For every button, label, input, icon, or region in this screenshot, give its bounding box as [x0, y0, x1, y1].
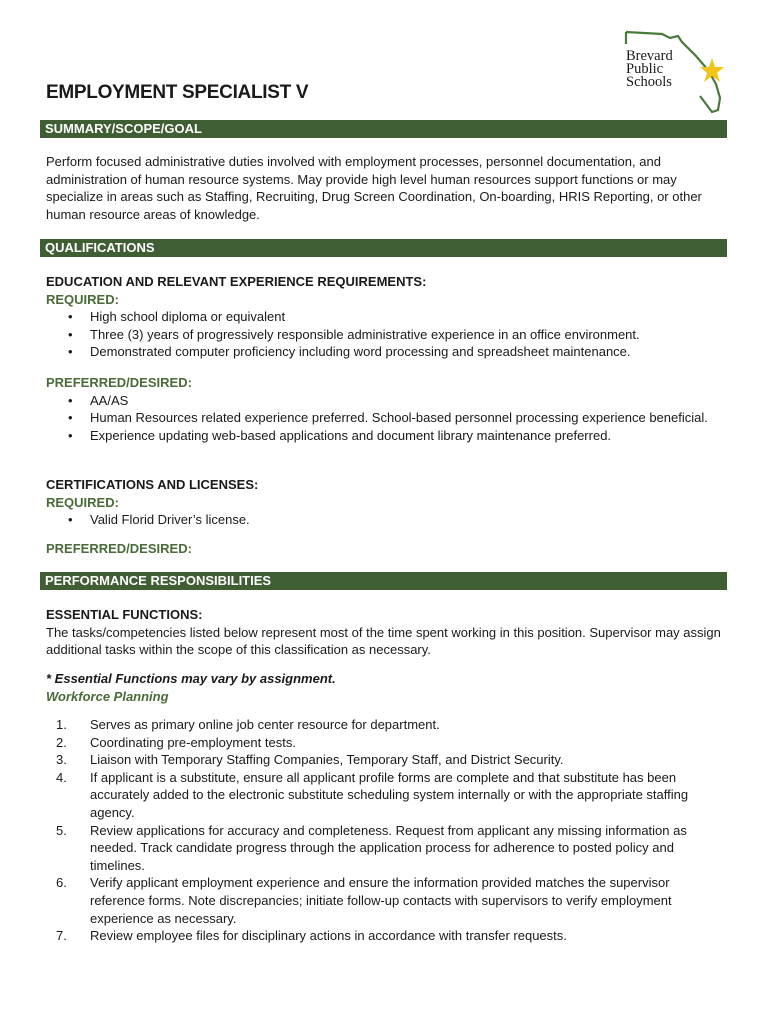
page-title: EMPLOYMENT SPECIALIST V [46, 82, 309, 103]
essential-intro: The tasks/competencies listed below represent most of the time spent working in this position. Supervisor may assign additional tasks within the scope of this classification as necessary. [46, 624, 721, 658]
list-item: 2. Coordinating pre-employment tests. [56, 734, 296, 750]
logo-text: Brevard Public Schools [626, 48, 673, 90]
list-item: 6. Verify applicant employment experience and ensure the information provided matches the supervisor reference forms. Note discrepancies; initiate follow-up contacts with supervisors to verify employment experience as necessary. [56, 875, 672, 926]
certifications-required-list [46, 511, 726, 529]
essential-block [46, 606, 726, 659]
list-item: 4. If applicant is a substitute, ensure all applicant profile forms are complete and that substitute has been accurately added to the electronic substitute scheduling system internally or with the appropriate staffing agency. [56, 769, 689, 820]
section-bar-summary: SUMMARY/SCOPE/GOAL [40, 120, 727, 138]
education-preferred-label: PREFERRED/DESIRED: [46, 375, 192, 390]
certifications-block [46, 476, 726, 529]
list-item: 1. Serves as primary online job center resource for department. [56, 717, 440, 732]
summary-text: Perform focused administrative duties involved with employment processes, personnel documentation, and administration of human resource systems. May provide high level human resources support functions or may specialize in areas such as Staffing, Recruiting, Drug Screen Coordination, On-boarding, HRIS Reporting, or other human resource areas of knowledge. [46, 154, 702, 222]
section-bar-performance: PERFORMANCE RESPONSIBILITIES [40, 572, 727, 590]
summary-block [46, 153, 726, 223]
essential-functions-list [46, 716, 726, 945]
certifications-required-label: REQUIRED: [46, 494, 119, 510]
essential-note: * Essential Functions may vary by assignment. [46, 671, 336, 686]
education-block [46, 273, 726, 361]
education-heading: EDUCATION AND RELEVANT EXPERIENCE REQUIREMENTS: [46, 274, 427, 289]
list-item: 7. Review employee files for disciplinary actions in accordance with transfer requests. [56, 928, 567, 944]
list-item: • Human Resources related experience preferred. School-based personnel processing experience beneficial. [46, 409, 726, 427]
list-item: • AA/AS [46, 392, 726, 410]
list-item: 3. Liaison with Temporary Staffing Companies, Temporary Staff, and District Security. [56, 752, 564, 768]
education-preferred-block [46, 374, 726, 444]
list-item: • Valid Florid Driver’s license. [46, 511, 726, 529]
certifications-heading: CERTIFICATIONS AND LICENSES: [46, 477, 259, 492]
essential-functions-list-block [46, 716, 726, 945]
certifications-preferred-block [46, 540, 726, 558]
list-item: • Three (3) years of progressively responsible administrative experience in an office environment. [46, 326, 726, 344]
essential-heading: ESSENTIAL FUNCTIONS: [46, 607, 203, 622]
list-item: 5. Review applications for accuracy and completeness. Request from applicant any missing information as needed. Track candidate progress through the application process for adherence to posted policy and timelines. [56, 822, 687, 873]
workforce-planning-heading: Workforce Planning [46, 688, 169, 704]
certifications-preferred-label: PREFERRED/DESIRED: [46, 541, 192, 556]
list-item: • Demonstrated computer proficiency including word processing and spreadsheet maintenance. [46, 343, 726, 361]
education-required-label: REQUIRED: [46, 291, 119, 307]
brevard-public-schools-logo [612, 26, 734, 116]
education-preferred-list [46, 392, 726, 445]
section-bar-qualifications: QUALIFICATIONS [40, 239, 727, 257]
essential-note-block [46, 670, 726, 705]
education-required-list [46, 308, 726, 361]
list-item: • High school diploma or equivalent [46, 308, 726, 326]
list-item: • Experience updating web-based applications and document library maintenance preferred. [46, 427, 726, 445]
